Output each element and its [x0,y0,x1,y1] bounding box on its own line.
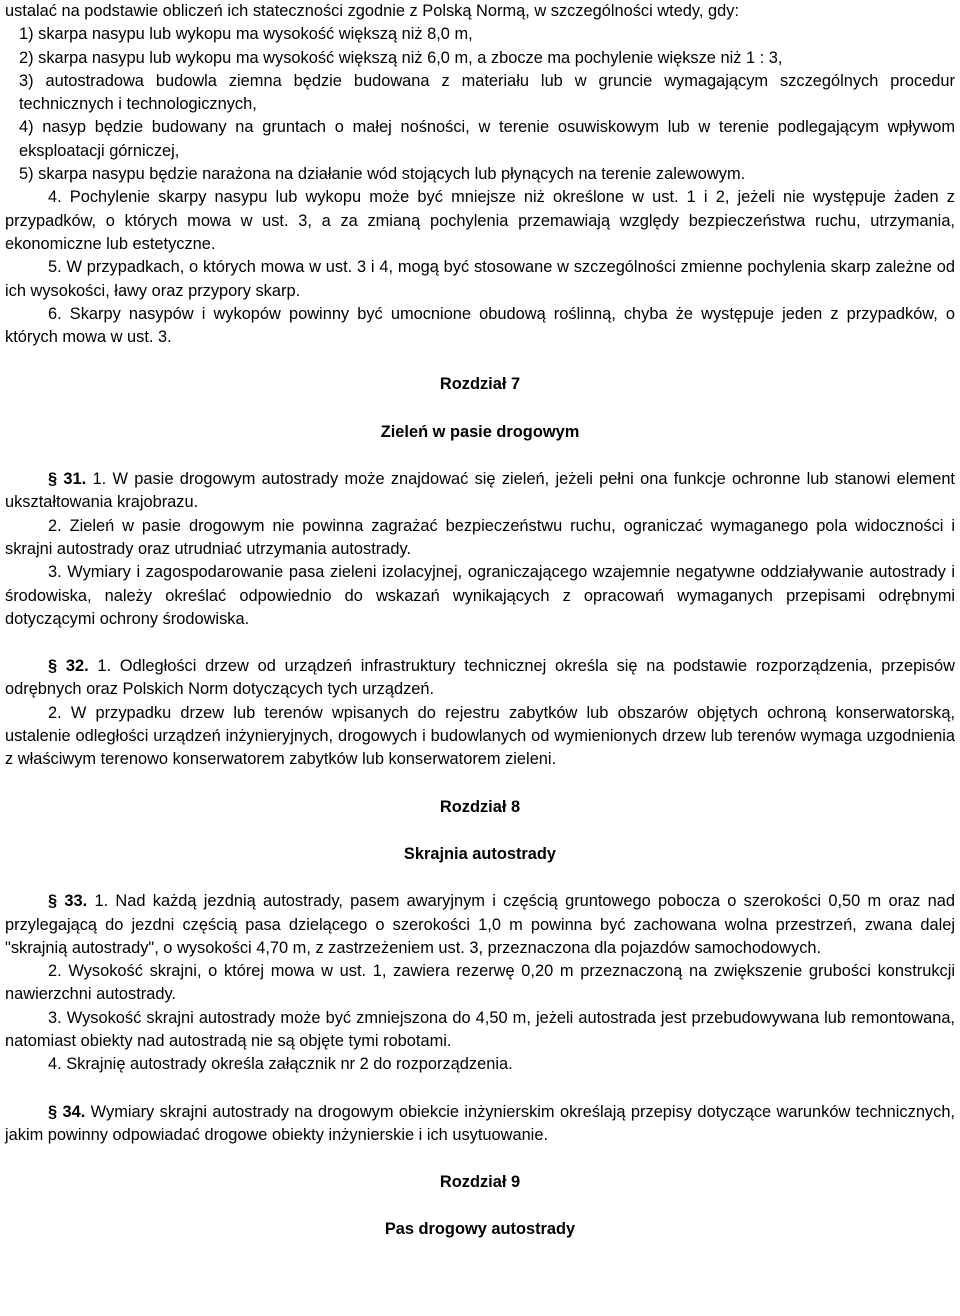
paragraph-text: 1. Nad każdą jezdnią autostrady, pasem awaryjnym i częścią gruntowego pobocza o szerokości 0,50 m oraz nad przylegającą do jezdni częścią pasa dzielącego o szerokości 1,0 m powinna być zachowana wolna przestrzeń, zwana dalej "skrajnią autostrady", o wysokości 4,70 m, z zastrzeżeniem ust. 3, przeznaczona dla pojazdów samochodowych. [5,892,955,957]
chapter-heading: Rozdział 7 [439,375,521,394]
paragraph-text: 1. Odległości drzew od urządzeń infrastruktury technicznej określa się na podstawie rozporządzenia, przepisów odrębnych oraz Polskich Norm dotyczących tych urządzeń. [5,657,955,699]
list-item: 1) skarpa nasypu lub wykopu ma wysokość większą niż 8,0 m, [19,25,473,44]
paragraph: ustalać na podstawie obliczeń ich stateczności zgodnie z Polską Normą, w szczególności wtedy, gdy: [5,2,739,20]
section-number: § 31. [48,470,87,489]
paragraph: 6. Skarpy nasypów i wykopów powinny być umocnione obudową roślinną, chyba że występuje jeden z przypadków, o których mowa w ust. 3. [5,304,955,347]
paragraph-text: Wymiary skrajni autostrady na drogowym obiekcie inżynierskim określają przepisy dotyczące warunków technicznych, jakim powinny odpowiadać drogowe obiekty inżynierskie i ich usytuowanie. [5,1102,955,1144]
chapter-subtitle: Skrajnia autostrady [403,844,557,863]
section-paragraph [5,890,955,960]
section-paragraph [5,468,955,515]
chapter-heading: Rozdział 9 [439,1173,521,1192]
paragraph: 2. Zieleń w pasie drogowym nie powinna zagrażać bezpieczeństwu ruchu, ograniczać wymaganego pola widoczności i skrajni autostrady oraz utrudniać utrzymania autostrady. [5,516,955,558]
chapter-subtitle: Pas drogowy autostrady [384,1220,576,1239]
paragraph: 4. Pochylenie skarpy nasypu lub wykopu może być mniejsze niż określone w ust. 1 i 2, jeżeli nie występuje żaden z przypadków, o których mowa w ust. 3, a za zmianą pochylenia przemawiają względy bezpieczeństwa ruchu, utrzymania, ekonomiczne lub estetyczne. [5,188,955,253]
list-item: 2) skarpa nasypu lub wykopu ma wysokość większą niż 6,0 m, a zbocze ma pochylenie większe niż 1 : 3, [19,48,783,67]
list-item: 5) skarpa nasypu będzie narażona na działanie wód stojących lub płynących na terenie zalewowym. [19,165,746,184]
paragraph-text: 1. W pasie drogowym autostrady może znajdować się zieleń, jeżeli pełni ona funkcje ochronne lub stanowi element ukształtowania krajobrazu. [5,470,955,512]
chapter-subtitle: Zieleń w pasie drogowym [380,422,580,441]
paragraph: 3. Wymiary i zagospodarowanie pasa zieleni izolacyjnej, ograniczającego wzajemnie negatywne oddziaływanie autostrady i środowiska, należy określać odpowiednio do wskazań wynikających z opracowań wymaganych przepisami odrębnymi dotyczącymi ochrony środowiska. [5,563,955,628]
list-item: 4) nasyp będzie budowany na gruntach o małej nośności, w terenie osuwiskowym lub w terenie podlegającym wpływom eksploatacji górniczej, [19,118,955,160]
section-number: § 34. [48,1102,86,1121]
document-page [5,0,955,1242]
paragraph: 3. Wysokość skrajni autostrady może być zmniejszona do 4,50 m, jeżeli autostrada jest przebudowywana lub remontowana, natomiast obiekty nad autostradą nie są objęte tymi robotami. [5,1008,955,1050]
paragraph: 5. W przypadkach, o których mowa w ust. 3 i 4, mogą być stosowane w szczególności zmienne pochylenia skarp zależne od ich wysokości, ławy oraz przypory skarp. [5,258,955,300]
chapter-heading: Rozdział 8 [439,797,521,816]
list-item: 3) autostradowa budowla ziemna będzie budowana z materiału lub w gruncie wymagającym szczególnych procedur technicznych i technologicznych, [19,71,955,114]
paragraph: 2. Wysokość skrajni, o której mowa w ust. 1, zawiera rezerwę 0,20 m przeznaczoną na zwiększenie grubości konstrukcji nawierzchni autostrady. [5,962,955,1004]
section-number: § 32. [48,657,89,676]
section-paragraph [5,655,955,702]
section-number: § 33. [48,892,88,911]
paragraph: 4. Skrajnię autostrady określa załącznik nr 2 do rozporządzenia. [48,1055,513,1074]
paragraph: 2. W przypadku drzew lub terenów wpisanych do rejestru zabytków lub obszarów objętych ochroną konserwatorską, ustalenie odległości urządzeń inżynieryjnych, drogowych i budowlanych od wymienionych drzew lub terenów wymaga uzgodnienia z właściwym terenowo konserwatorem zabytków lub konserwatorem zieleni. [5,703,955,769]
section-paragraph [5,1101,955,1148]
